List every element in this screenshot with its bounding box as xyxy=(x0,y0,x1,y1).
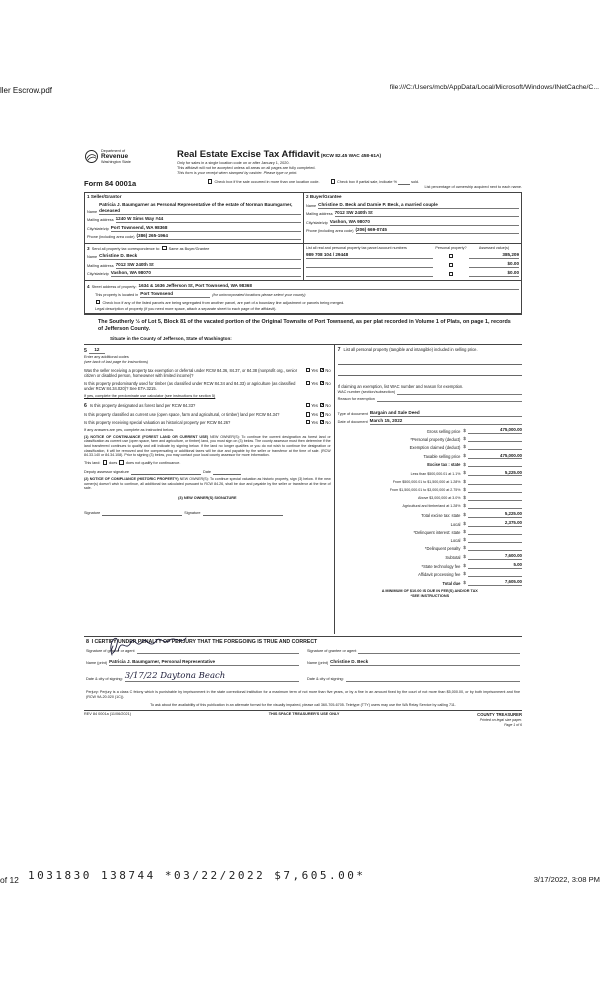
money-amount xyxy=(468,492,522,493)
intro-line-2: This affidavit will not be accepted unless all areas on all pages are fully completed. xyxy=(177,166,316,171)
money-label: Exemption claimed (deduct) xyxy=(409,445,461,451)
money-label: Above $3,000,000 at 3.0% xyxy=(418,496,461,501)
legal-description: The Southerly ½ of Lot 5, Block 81 of the vacated portion of the Original Townsite of Port Townsend, as per plat recorded in Volume 1 of Plats, on page 1, records of Jefferson County. xyxy=(98,319,511,333)
doc-date-label: Date of document xyxy=(337,420,368,425)
segregated-label: Check box if any of the listed parcels are being segregated from another parcel, are part of a boundary line adjustment or parcels being merged. xyxy=(102,300,345,305)
owner-signature-blank-1 xyxy=(102,511,182,516)
grantor-signature-scribble xyxy=(104,631,188,657)
parcel-pp-checkbox xyxy=(449,263,453,267)
enter-codes-note: (see back of last page for instructions) xyxy=(84,360,149,365)
question-text: Is this property classified as current use (open space, farm and agricultural, or timber) land per RCW 84.34? xyxy=(84,412,280,418)
money-line xyxy=(338,427,522,434)
dollar-sign: $ xyxy=(463,571,466,577)
money-line xyxy=(338,470,522,477)
question-historic-property xyxy=(84,420,331,425)
logo-line3: Washington State xyxy=(101,160,131,165)
money-line xyxy=(338,511,522,518)
predominate-use-note: If yes, complete the predominate use calculator (see instructions for section 5) xyxy=(84,393,216,398)
money-line xyxy=(338,537,522,543)
ownership-note: List percentage of ownership acquired next to each name. xyxy=(424,184,522,189)
reason-label: Reason for exemption xyxy=(337,396,375,401)
wac-label: WAC number (section/subsection) xyxy=(337,390,396,395)
rev-number: REV 84 0001a (11/06/2021) xyxy=(84,712,132,717)
dollar-sign: $ xyxy=(463,545,466,551)
money-label: From $1,500,000.01 to $3,000,000 at 2.75% xyxy=(389,488,461,493)
yes-no-group xyxy=(305,412,331,417)
legal-description-label: Legal description of property (if you need more space, attach a separate sheet to each page of the affidavit). xyxy=(95,306,277,311)
partial-sale-label-suffix: sold. xyxy=(411,180,420,184)
money-label: Total due xyxy=(442,580,461,586)
buyer-phone-label: Phone (including area code) xyxy=(306,229,354,234)
grantor-name-print: Patricia J. Baumgarner, Personal Representative xyxy=(109,659,299,666)
corr-name: Christine D. Beck xyxy=(99,253,301,260)
yes-label: Yes xyxy=(311,419,318,425)
dollar-sign: $ xyxy=(463,461,466,467)
intro-line-3: This form is your receipt when stamped by cashier. Please type or print. xyxy=(177,171,298,176)
section3-heading: Send all property tax correspondence to: xyxy=(91,246,161,251)
question-timber-agriculture xyxy=(84,381,331,392)
seller-mailing: 1240 W Sims Way #44 xyxy=(116,216,301,223)
section-seller xyxy=(85,193,303,243)
section6-number: 6 xyxy=(84,402,87,409)
dollar-sign: $ xyxy=(463,580,466,586)
no-label: No xyxy=(325,380,331,386)
no-label: No xyxy=(325,419,331,425)
personal-property-blank-2 xyxy=(338,371,522,376)
parcel-row xyxy=(306,252,519,259)
no-label: No xyxy=(325,402,331,408)
buyer-name-label: Name xyxy=(306,203,317,208)
parcel-row xyxy=(306,261,519,268)
money-line xyxy=(338,529,522,535)
money-label: From $500,000.01 to $1,500,000 at 1.28% xyxy=(392,479,461,484)
owner-signature-blank-2 xyxy=(203,511,283,516)
no-label: No xyxy=(325,412,331,418)
located-label: This property is located in xyxy=(95,293,139,298)
wac-blank xyxy=(397,394,522,395)
check-multi-location xyxy=(207,179,320,185)
segregated-check-line xyxy=(95,300,519,306)
dollar-sign: $ xyxy=(463,511,466,517)
money-line xyxy=(338,462,522,468)
multi-location-checkbox xyxy=(208,179,212,183)
perjury-statement: Perjury: Perjury is a class C felony which is punishable by imprisonment in the state correctional institution for a maximum term of not more than five years, or by a fine in an amount fixed by the court of not more than $5,000.00, or by both imprisonment and fine (RCW 9A.20.020 (1C)). xyxy=(86,690,520,700)
seller-mailing-label: Mailing address xyxy=(87,218,114,223)
form-title-rcw: (RCW 82.45 WAC 458-61A) xyxy=(320,154,382,159)
money-line xyxy=(338,453,522,460)
money-label: Total excise tax: state xyxy=(421,512,461,518)
does-checkbox xyxy=(103,460,107,464)
question-text: Is this property designated as forest land per RCW 84.33? xyxy=(89,402,196,408)
partial-percent-blank xyxy=(398,180,410,185)
land-suffix: qualify for continuance. xyxy=(141,461,181,466)
land-qualify-line xyxy=(84,460,331,466)
exemption-note: If claiming an exemption, list WAC number and reason for exemption. xyxy=(337,383,464,389)
money-line xyxy=(338,553,522,560)
print-footer-datetime: 3/17/2022, 3:08 PM xyxy=(533,875,600,884)
money-amount: 7,600.00 xyxy=(468,553,522,560)
money-line xyxy=(338,436,522,442)
yes-checkbox xyxy=(306,381,310,385)
partial-sale-checkbox xyxy=(331,179,335,183)
grantee-date-city-label: Date & city of signing: xyxy=(307,677,344,682)
reason-blank xyxy=(377,401,522,402)
minimum-due-note: A MINIMUM OF $10.00 IS DUE IN FEE(S) AND/OR TAX xyxy=(381,589,478,594)
personal-property-label: List all personal property (tangible and intangible) included in selling price. xyxy=(343,347,478,353)
money-label: Subtotal xyxy=(445,554,461,560)
question-text: Is this property receiving special valuation as historical property per RCW 84.26? xyxy=(84,419,231,425)
section4-number: 4 xyxy=(87,283,90,289)
street-address: 1634 & 1636 Jefferson St, Port Townsend, WA 98368 xyxy=(139,283,519,290)
buyer-phone: (206) 669-0745 xyxy=(356,227,520,234)
new-owner-signature-title: (3) NEW OWNER(S) SIGNATURE xyxy=(178,496,237,501)
same-as-buyer-label: Same as Buyer/Grantee xyxy=(168,246,210,251)
dollar-sign: $ xyxy=(463,529,466,535)
deputy-date-label: Date xyxy=(202,470,211,475)
grantee-sig-label: Signature of grantee or agent xyxy=(307,649,357,654)
print-header-url: file:///C:/Users/mcb/AppData/Local/Microsoft/Windows/INetCache/C... xyxy=(389,84,599,91)
dollar-sign: $ xyxy=(463,503,466,509)
alternate-format-note: To ask about the availability of this publication in an alternate format for the visually impaired, please call 360-705-6705. Teletype (TTY) users may use the WA Relay Service by calling 711. xyxy=(150,702,456,707)
money-line xyxy=(338,562,522,569)
dollar-sign: $ xyxy=(463,453,466,459)
yes-checkbox xyxy=(306,420,310,424)
section5-number: 5 xyxy=(84,347,87,354)
question-forest-land xyxy=(84,403,331,410)
paper-note: Printed on legal size paper. xyxy=(479,718,522,723)
parcel-assessed-value: $0.00 xyxy=(469,270,519,277)
money-line xyxy=(338,520,522,527)
section-tax-correspondence xyxy=(85,244,303,281)
partial-sale-label: Check box if partial sale, indicate % xyxy=(337,180,397,184)
money-amount xyxy=(468,550,522,551)
dollar-sign: $ xyxy=(463,486,466,492)
parcel-pp-checkbox xyxy=(449,272,453,276)
section7-number: 7 xyxy=(337,347,341,354)
notice2-body: NEW OWNER(S): To continue special valuation as historic property, sign (3) below. If the new owner(s) doesn't wish to continue, all additional tax calculated pursuant to RCW 84.26, shall be due and payable by the seller or transferor at the time of sale. xyxy=(84,476,331,491)
money-line xyxy=(338,495,522,501)
money-amount: 475,000.00 xyxy=(468,453,522,460)
parcel-col-assessed: Assessed value(s) xyxy=(478,245,510,250)
no-checkbox xyxy=(320,368,324,372)
section3-number: 3 xyxy=(87,245,90,251)
buyer-mailing: 7012 SW 240th St xyxy=(335,210,519,217)
form-title: Real Estate Excise Tax Affidavit xyxy=(177,149,320,160)
section-7-column xyxy=(334,345,522,634)
question-text: Was the seller receiving a property tax exemption or deferral under RCW 84.36, 84.37, or 84.38 (nonprofit org., senior citizen or disabled person, homeowner with limited income)? xyxy=(84,367,298,378)
section2-heading: Buyer/Grantee xyxy=(309,194,342,200)
deputy-date-blank xyxy=(213,470,241,475)
money-line xyxy=(338,579,522,586)
dor-logo-icon xyxy=(84,149,99,164)
multi-location-label: Check box if the sale occurred in more than one location code. xyxy=(214,180,320,184)
treasurer-space-label: THIS SPACE TREASURER'S USE ONLY xyxy=(268,712,340,717)
seller-name-label: Name xyxy=(87,209,98,214)
dollar-sign: $ xyxy=(463,436,466,442)
question-text: Is this property predominantly used for timber (as classified under RCW 84.34 and 84.33) or agriculture (as classified under RCW 84.34.020)? See ETA 3215. xyxy=(84,380,296,392)
notice1-title: (1) NOTICE OF CONTINUANCE (FOREST LAND OR CURRENT USE) xyxy=(84,434,209,439)
section1-number: 1 xyxy=(87,194,90,200)
yes-label: Yes xyxy=(311,367,318,373)
parcel-pp-checkbox xyxy=(449,254,453,258)
no-checkbox xyxy=(320,381,324,385)
money-label: Affidavit processing fee xyxy=(418,571,461,577)
parcel-col-numbers: List all real and personal property tax parcel account numbers xyxy=(306,245,407,250)
buyer-csz-label: City/state/zip xyxy=(306,220,328,225)
treasurer-receipt-stamp: 1031830 138744 *03/22/2022 $7,605.00* xyxy=(28,869,366,882)
parcel-number xyxy=(306,276,433,277)
buyer-csz: Vashon, WA 98070 xyxy=(330,219,519,226)
seller-csz-label: City/state/zip xyxy=(87,226,109,231)
enter-codes-label: Enter any additional codes xyxy=(84,355,129,360)
grantor-sig-label: Signature of grantor or agent xyxy=(86,649,135,654)
logo-line1: Department of xyxy=(101,149,126,153)
money-label: Taxable selling price xyxy=(423,454,461,460)
money-amount xyxy=(468,466,522,467)
parcel-number: 989 708 104 / 29448 xyxy=(306,252,433,259)
seller-csz: Port Townsend, WA 98368 xyxy=(111,225,301,232)
yes-no-group xyxy=(305,420,331,425)
does-not-label: does not xyxy=(125,461,141,466)
print-header-filename: ller Escrow.pdf xyxy=(0,86,53,95)
form-header xyxy=(84,149,522,176)
signature-label: Signature xyxy=(84,511,101,516)
county-treasurer-label: COUNTY TREASURER xyxy=(477,712,522,718)
grantee-name-print-label: Name (print) xyxy=(307,661,329,666)
money-amount: 5,225.00 xyxy=(468,511,522,518)
money-label: *Delinquent interest: state xyxy=(413,529,461,535)
parcel-number xyxy=(306,267,433,268)
no-label: No xyxy=(325,367,331,373)
seller-name: Patricia J. Baumgarner as Personal Representative of the estate of Norman Baumgarner, deceased xyxy=(99,202,301,215)
money-line xyxy=(338,479,522,485)
deputy-signature-blank xyxy=(131,470,201,475)
form-number: Form 84 0001a xyxy=(84,179,137,189)
parcel-assessed-value: 385,209 xyxy=(469,252,519,259)
print-footer-page-number: of 12 xyxy=(0,875,19,885)
signature-label: Signature xyxy=(184,511,201,516)
dollar-sign: $ xyxy=(463,470,466,476)
money-line xyxy=(338,444,522,450)
doc-type-value: Bargain and Sale Deed xyxy=(370,410,522,417)
money-line xyxy=(338,571,522,577)
page-note: Page 1 of 6 xyxy=(504,723,522,728)
dollar-sign: $ xyxy=(463,428,466,434)
street-address-label: Street address of property: xyxy=(91,284,137,289)
money-label: Local xyxy=(450,521,461,527)
money-label: Excise tax : state xyxy=(427,462,461,468)
money-amount xyxy=(468,534,522,535)
money-amount: 5.00 xyxy=(468,562,522,569)
personal-property-line xyxy=(338,347,522,354)
section-property xyxy=(85,280,521,314)
money-label: *State technology fee xyxy=(421,563,461,569)
no-checkbox xyxy=(320,403,324,407)
situate-line: Situate in the County of Jefferson, State of Washington: xyxy=(110,336,232,342)
located-note: (for unincorporated locations please select your county) xyxy=(212,293,306,298)
section1-heading: Seller/Grantor xyxy=(90,194,122,200)
if-yes-note: If any answers are yes, complete as instructed below. xyxy=(84,427,174,432)
yes-checkbox xyxy=(306,412,310,416)
notice-compliance xyxy=(84,477,331,491)
dollar-sign: $ xyxy=(463,520,466,526)
does-not-checkbox xyxy=(119,460,123,464)
yes-no-group xyxy=(305,381,331,392)
parcel-col-personal: Personal property? xyxy=(435,245,467,250)
money-line xyxy=(338,503,522,509)
yes-no-group xyxy=(305,403,331,410)
buyer-mailing-label: Mailing address xyxy=(306,212,333,217)
certify-statement: I CERTIFY UNDER PENALTY OF PERJURY THAT THE FOREGOING IS TRUE AND CORRECT xyxy=(91,639,318,646)
question-current-use xyxy=(84,412,331,417)
check-partial-sale xyxy=(330,179,420,185)
money-amount: 7,605.00 xyxy=(468,579,522,586)
buyer-name: Christine D. Beck and Darnie P. Beck, a married couple xyxy=(318,202,519,209)
see-instructions-note: *SEE INSTRUCTIONS xyxy=(410,594,450,599)
no-checkbox xyxy=(320,420,324,424)
grantor-date-city-label: Date & city of signing: xyxy=(86,677,123,682)
notice-continuance xyxy=(84,435,331,459)
additional-code-value: 12 xyxy=(89,347,105,354)
money-amount xyxy=(468,449,522,450)
grantee-signature-area xyxy=(307,649,520,654)
parcel-table xyxy=(303,244,521,281)
dollar-sign: $ xyxy=(463,554,466,560)
yes-checkbox xyxy=(306,403,310,407)
money-label: Less than $500,000.01 at 1.1% xyxy=(410,471,461,476)
money-amount xyxy=(468,484,522,485)
logo-line2: Revenue xyxy=(101,153,129,161)
land-prefix: This land: xyxy=(84,461,101,466)
intro-line-1: Only for sales in a single location code on or after January 1, 2020. xyxy=(177,161,290,166)
section-certification xyxy=(84,636,522,687)
dor-logo xyxy=(84,149,172,164)
money-amount: 5,225.00 xyxy=(468,470,522,477)
money-amount xyxy=(468,500,522,501)
grantor-name-print-label: Name (print) xyxy=(86,661,108,666)
grantee-name-print: Christine D. Beck xyxy=(330,659,520,666)
dollar-sign: $ xyxy=(463,563,466,569)
corr-name-label: Name xyxy=(87,255,98,260)
dollar-sign: $ xyxy=(463,478,466,484)
doc-date-value: March 15, 2022 xyxy=(370,418,522,425)
corr-csz: Vashon, WA 98070 xyxy=(111,270,301,277)
notice1-body: NEW OWNER(S): To continue the current designation as forest land or classification as current use (open space, farm and agriculture, or timber) land, you must sign on (3) below. The county assessor must then determine if the land transferred continues to qualify and will indicate by signing below. If the land no longer qualifies or you do not wish to continue the designation or classification, it will be removed and the compensating or additional taxes will be due and payable by the seller or transferor at the time of sale. (RCW 84.33.140 or 84.34.108). Prior to signing (3) below, you may contact your local county assessor for more information. xyxy=(84,434,331,458)
money-amount: 2,375.00 xyxy=(468,520,522,527)
form-footer xyxy=(84,710,522,728)
yes-label: Yes xyxy=(311,402,318,408)
located-value: Port Townsend xyxy=(140,291,210,298)
dollar-sign: $ xyxy=(463,537,466,543)
same-as-buyer-checkbox xyxy=(162,246,166,250)
corr-mailing-label: Mailing address xyxy=(87,263,114,268)
dollar-sign: $ xyxy=(463,444,466,450)
section8-number: 8 xyxy=(86,639,89,646)
money-amount xyxy=(468,542,522,543)
money-amount: 475,000.00 xyxy=(468,427,522,434)
grantee-sig-line xyxy=(358,653,520,654)
segregated-checkbox xyxy=(96,300,100,304)
yes-label: Yes xyxy=(311,380,318,386)
grantee-date-city-blank xyxy=(346,681,520,682)
deputy-signature-label: Deputy assessor signature xyxy=(84,470,129,475)
money-amount xyxy=(468,576,522,577)
money-label: *Personal property (deduct) xyxy=(410,436,461,442)
doc-type-label: Type of document xyxy=(337,411,368,416)
grantor-signature-area xyxy=(86,649,299,654)
money-line xyxy=(338,487,522,493)
corr-csz-label: City/state/zip xyxy=(87,272,109,277)
section-buyer xyxy=(303,193,521,243)
money-line xyxy=(338,545,522,551)
yes-no-group xyxy=(305,368,331,379)
parcel-row xyxy=(306,270,519,277)
personal-property-blank-1 xyxy=(338,360,522,365)
section2-number: 2 xyxy=(306,194,309,200)
corr-mailing: 7012 SW 240th St xyxy=(116,262,301,269)
yes-checkbox xyxy=(306,368,310,372)
money-label: *Delinquent penalty xyxy=(424,545,461,551)
seller-phone-label: Phone (including area code) xyxy=(87,235,135,240)
no-checkbox xyxy=(320,412,324,416)
money-amount xyxy=(468,441,522,442)
seller-phone: (386) 265-1964 xyxy=(137,233,302,240)
grantor-date-city-handwritten: 3/17/22 Daytona Beach xyxy=(124,671,226,682)
dollar-sign: $ xyxy=(463,494,466,500)
does-label: does xyxy=(108,461,118,466)
document-page xyxy=(84,149,522,728)
section-5-6-column xyxy=(84,345,334,634)
question-tax-exemption xyxy=(84,368,331,379)
money-amount xyxy=(468,508,522,509)
money-label: Gross selling price xyxy=(426,428,461,434)
parcel-assessed-value: $0.00 xyxy=(469,261,519,268)
notice2-title: (2) NOTICE OF COMPLIANCE (HISTORIC PROPERTY) xyxy=(84,476,179,481)
money-label: Agricultural and timberland at 1.28% xyxy=(402,504,461,509)
yes-label: Yes xyxy=(311,412,318,418)
money-label: Local xyxy=(450,537,461,543)
